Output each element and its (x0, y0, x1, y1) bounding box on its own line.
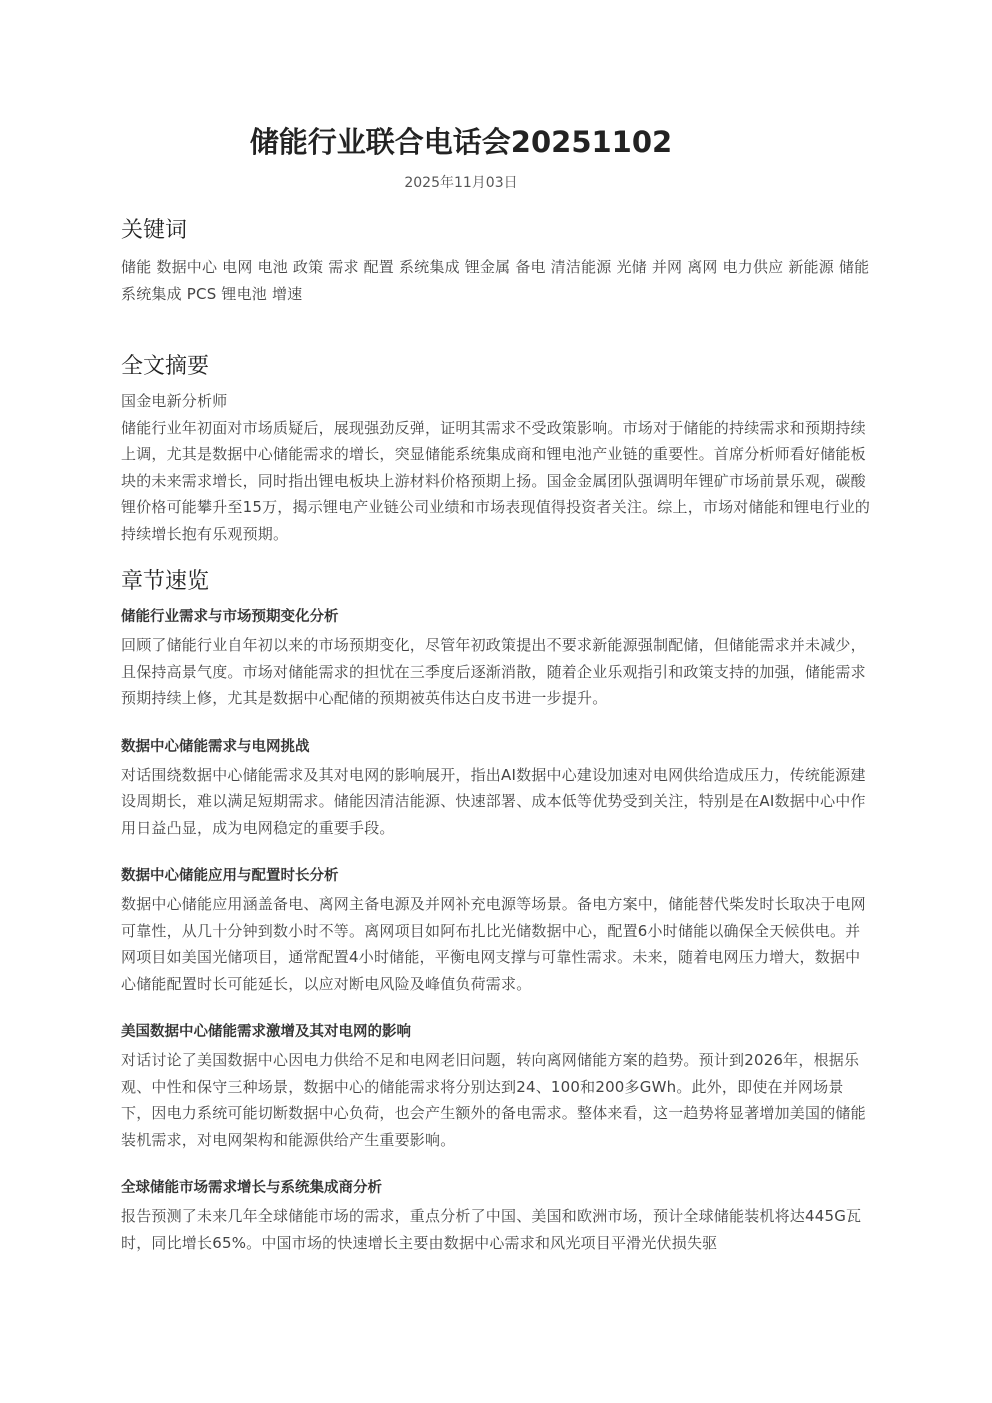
summary-text: 储能行业年初面对市场质疑后，展现强劲反弹，证明其需求不受政策影响。市场对于储能的持续需求和预期持续上调，尤其是数据中心储能需求的增长，突显储能系统集成商和锂电池产业链的重要性。首席分析师看好储能板块的未来需求增长，同时指出锂电板块上游材料价格预期上扬。国金金属团队强调明年锂矿市场前景乐观，碳酸锂价格可能攀升至15万，揭示锂电产业链公司业绩和市场表现值得投资者关注。综上，市场对储能和锂电行业的持续增长抱有乐观预期。 (121, 418, 871, 543)
summary-heading: 全文摘要 (121, 354, 210, 379)
chapter-text: 对话围绕数据中心储能需求及其对电网的影响展开，指出AI数据中心建设加速对电网供给造成压力，传统能源建设周期长，难以满足短期需求。储能因清洁能源、快速部署、成本低等优势受到关注，特别是在AI数据中心中作用日益凸显，成为电网稳定的重要手段。 (121, 765, 866, 837)
keywords-heading: 关键词 (121, 218, 188, 243)
chapter-text: 回顾了储能行业自年初以来的市场预期变化，尽管年初政策提出不要求新能源强制配储，但储能需求并未减少，且保持高景气度。市场对储能需求的担忧在三季度后逐渐消散，随着企业乐观指引和政策支持的加强，储能需求预期持续上修，尤其是数据中心配储的预期被英伟达白皮书进一步提升。 (121, 636, 866, 707)
chapter-item (121, 1178, 873, 1256)
chapter-text: 数据中心储能应用涵盖备电、离网主备电源及并网补充电源等场景。备电方案中，储能替代柴发时长取决于电网可靠性，从几十分钟到数小时不等。离网项目如阿布扎比光储数据中心，配置6小时储能以确保全天候供电。并网项目如美国光储项目，通常配置4小时储能，平衡电网支撑与可靠性需求。未来，随着电网压力增大，数据中心储能配置时长可能延长，以应对断电风险及峰值负荷需求。 (121, 895, 866, 993)
chapter-title: 储能行业需求与市场预期变化分析 (121, 609, 339, 625)
summary-section (121, 352, 873, 547)
chapter-text: 对话讨论了美国数据中心因电力供给不足和电网老旧问题，转向离网储能方案的趋势。预计到2026年，根据乐观、中性和保守三种场景，数据中心的储能需求将分别达到24、100和200多GWh。此外，即使在并网场景下，因电力系统可能切断数据中心负荷，也会产生额外的备电需求。整体来看，这一趋势将显著增加美国的储能装机需求，对电网架构和能源供给产生重要影响。 (121, 1051, 866, 1149)
chapter-item (121, 607, 873, 712)
summary-speaker: 国金电新分析师 (121, 392, 228, 410)
chapter-item (121, 1022, 873, 1153)
keywords-section (121, 216, 873, 307)
chapter-title: 全球储能市场需求增长与系统集成商分析 (121, 1180, 382, 1196)
document-title: 储能行业联合电话会20251102 (249, 125, 673, 159)
chapter-text: 报告预测了未来几年全球储能市场的需求，重点分析了中国、美国和欧洲市场，预计全球储能装机将达445G瓦时，同比增长65%。中国市场的快速增长主要由数据中心需求和风光项目平滑光伏损失驱 (121, 1207, 862, 1252)
chapters-section (121, 567, 873, 1256)
keywords-list: 储能 数据中心 电网 电池 政策 需求 配置 系统集成 锂金属 备电 清洁能源 光储 并网 离网 电力供应 新能源 储能系统集成 PCS 锂电池 增速 (121, 258, 870, 303)
chapter-list (121, 607, 873, 1256)
chapter-item (121, 737, 873, 842)
chapters-heading: 章节速览 (121, 569, 210, 594)
chapter-title: 美国数据中心储能需求激增及其对电网的影响 (121, 1024, 411, 1040)
chapter-item (121, 866, 873, 997)
document-date: 2025年11月03日 (404, 175, 518, 191)
chapter-title: 数据中心储能应用与配置时长分析 (121, 868, 339, 884)
chapter-title: 数据中心储能需求与电网挑战 (121, 738, 310, 755)
